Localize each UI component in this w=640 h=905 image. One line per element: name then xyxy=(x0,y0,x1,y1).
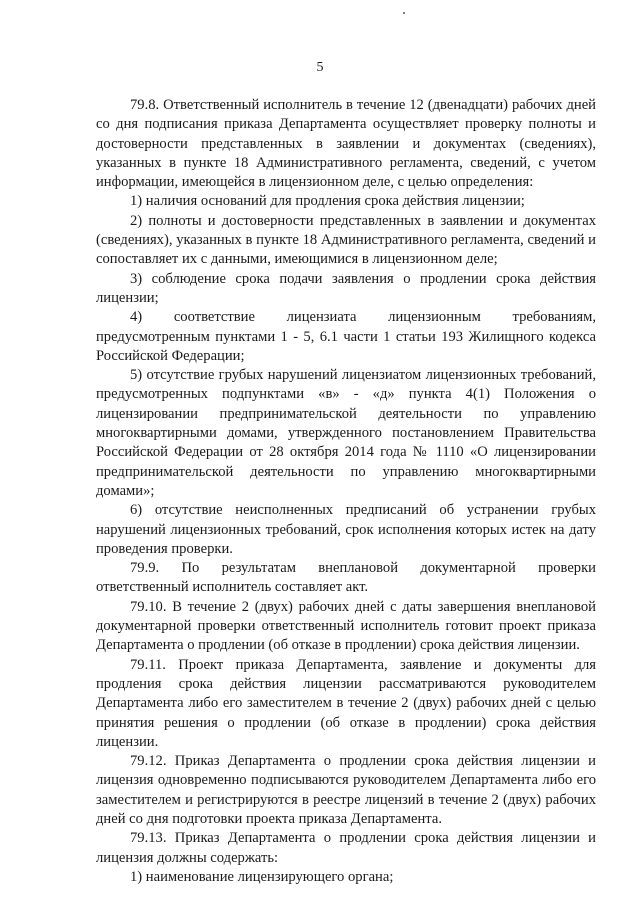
list-item-3: 3) соблюдение срока подачи заявления о продлении срока действия лицензии; xyxy=(96,270,596,306)
list-item-1: 1) наличия оснований для продления срока действия лицензии; xyxy=(130,193,525,210)
list-item-4: 4) соответствие лицензиата лицензионным требованиям, предусмотренным пунктами 1 - 5, 6.1 части 1 статьи 193 Жилищного кодекса Российской Федерации; xyxy=(96,309,596,364)
list-item-6: 6) отсутствие неисполненных предписаний об устранении грубых нарушений лицензионных требований, срок исполнения которых истек на дату проведения проверки. xyxy=(96,502,596,557)
paragraph-79-11: 79.11. Проект приказа Департамента, заявление и документы для продления срока действия лицензии рассматриваются руководителем Департамента либо его заместителем в течение 2 (двух) рабочих дней с целью принятия решения о продлении (об отказе в продлении) срока действия лицензии. xyxy=(96,656,596,750)
list-item-2: 2) полноты и достоверности представленных в заявлении и документах (сведениях), указанных в пункте 18 Административного регламента, сведений и сопоставляет их с данными, имеющимися в лицензионном деле; xyxy=(96,212,596,268)
paragraph-79-12: 79.12. Приказ Департамента о продлении срока действия лицензии и лицензия одновременно подписываются руководителем Департамента либо его заместителем и регистрируются в реестре лицензий в течение 2 (двух) рабочих дней со дня подготовки проекта приказа Департамента. xyxy=(96,753,596,827)
document-body xyxy=(96,96,596,887)
paragraph-79-10: 79.10. В течение 2 (двух) рабочих дней с даты завершения внеплановой документарной проверки ответственный исполнитель готовит проект приказа Департамента о продлении (об отказе в продлении) срока действия лицензии. xyxy=(96,598,596,654)
scan-speck xyxy=(403,12,405,14)
page-number: 5 xyxy=(316,60,324,75)
paragraph-79-13: 79.13. Приказ Департамента о продлении срока действия лицензии и лицензия должны содержать: xyxy=(96,830,596,866)
list-item-13-1: 1) наименование лицензирующего органа; xyxy=(130,868,394,885)
list-item-5: 5) отсутствие грубых нарушений лицензиатом лицензионных требований, предусмотренных подпунктами «в» - «д» пункта 4(1) Положения о лицензировании предпринимательской деятельности по управлению многоквартирными домами, утвержденного постановлением Правительства Российской Федерации от 28 октября 2014 года № 1110 «О лицензировании предпринимательской деятельности по управлению многоквартирными домами»; xyxy=(96,367,596,499)
paragraph-79-9: 79.9. По результатам внеплановой документарной проверки ответственный исполнитель составляет акт. xyxy=(96,560,596,596)
paragraph-79-8: 79.8. Ответственный исполнитель в течение 12 (двенадцати) рабочих дней со дня подписания приказа Департамента осуществляет проверку полноты и достоверности представленных в заявлении и документах (сведениях), указанных в пункте 18 Административного регламента, сведений, с учетом информации, имеющейся в лицензионном деле, с целью определения: xyxy=(96,97,596,191)
